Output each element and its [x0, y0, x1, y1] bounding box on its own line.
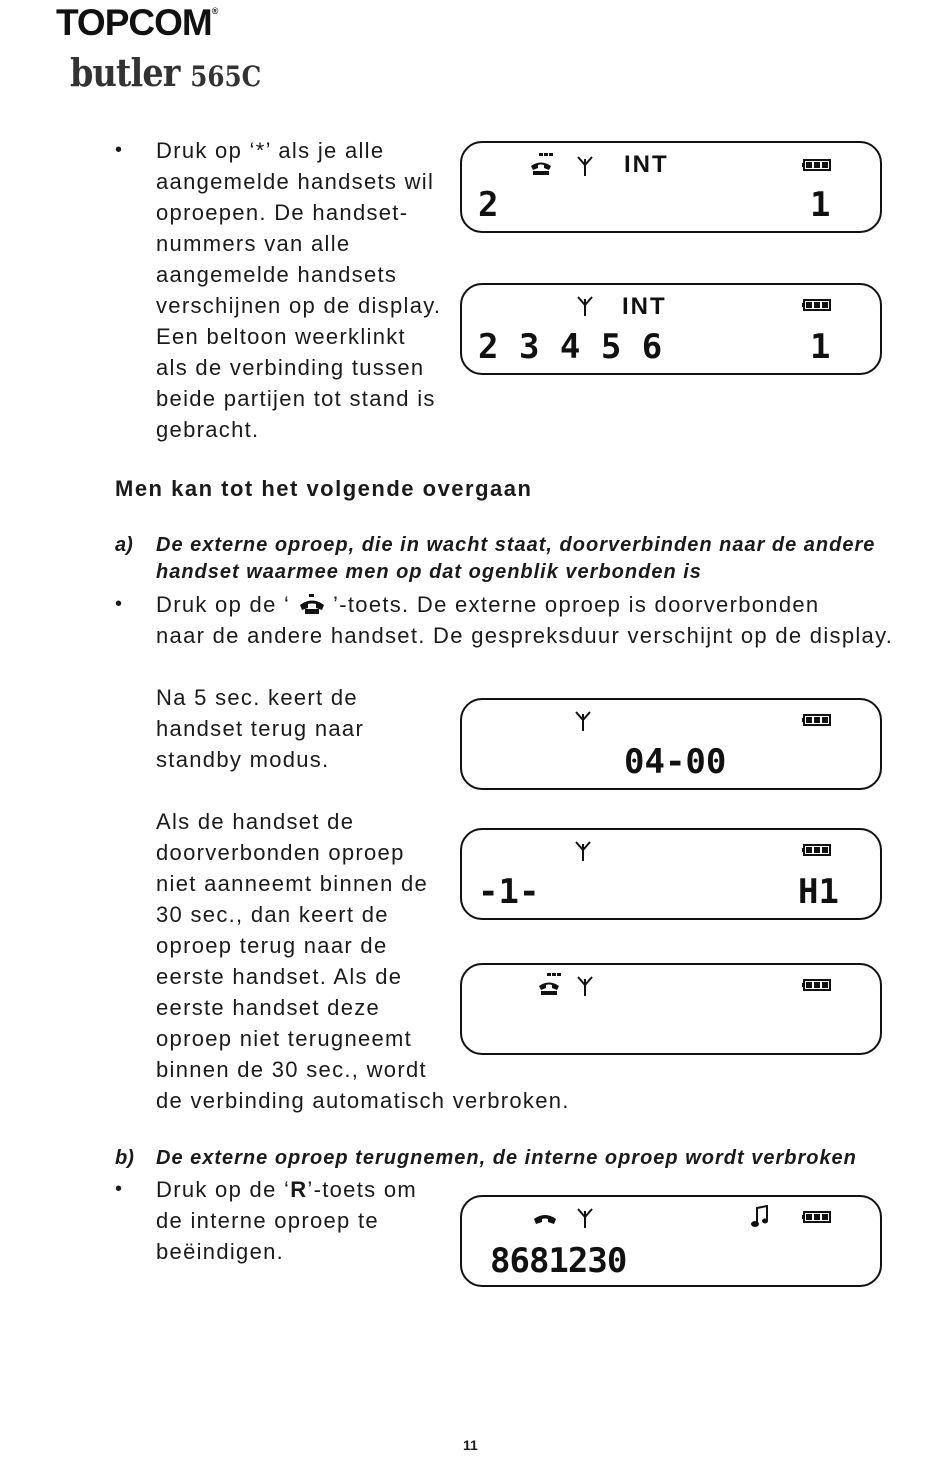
lcd-display-6 [460, 1195, 882, 1287]
lcd-display-3 [460, 698, 882, 790]
music-note-icon [750, 1205, 770, 1229]
lcd-display-2 [460, 283, 882, 375]
antenna-icon [576, 295, 594, 317]
subsection-label-a: a) [115, 534, 133, 556]
battery-icon [802, 299, 832, 311]
antenna-icon [576, 155, 594, 177]
antenna-icon [574, 710, 592, 732]
hold-phone-icon [528, 153, 554, 175]
battery-icon [802, 1211, 832, 1223]
lcd-indicator: INT [622, 293, 667, 320]
sub-b-instruction: Druk op de ‘R’-toets om de interne oproep te beëindigen. [156, 1177, 418, 1264]
r-key: R [290, 1177, 308, 1202]
battery-icon [802, 714, 832, 726]
bullet: • [115, 139, 124, 161]
subsection-title-a: De externe oproep, die in wacht staat, doorverbinden naar de andere handset waarmee men op dat ogenblik verbonden is [156, 534, 876, 583]
brand-logo: TOPCOM® [56, 2, 218, 43]
sub-a-paragraph-1: Na 5 sec. keert de handset terug naar standby modus. [156, 685, 365, 772]
subsection-label-b: b) [115, 1147, 134, 1169]
bullet: • [115, 593, 124, 615]
phone-icon [532, 1209, 558, 1231]
lcd-display-4 [460, 828, 882, 920]
lcd-display-5 [460, 963, 882, 1055]
hold-phone-icon [536, 973, 562, 995]
subsection-title-b: De externe oproep terugnemen, de interne oproep wordt verbroken [156, 1147, 857, 1169]
lcd-right-digits: 1 [810, 327, 833, 367]
battery-icon [802, 979, 832, 991]
lcd-left-digits: 2 [478, 185, 501, 225]
antenna-icon [576, 975, 594, 997]
lcd-right-digits: 1 [810, 185, 833, 225]
antenna-icon [576, 1207, 594, 1229]
antenna-icon [574, 840, 592, 862]
section1-text: Druk op ‘*’ als je alle aangemelde handsets wil oproepen. De handset- nummers van alle aangemelde handsets verschijnen op de display. Een beltoon weerklinkt als de verbinding tussen beide partijen tot stand is gebracht. [156, 138, 442, 442]
lcd-phone-number: 8681230 [490, 1241, 627, 1281]
sub-a-paragraph-2: Als de handset de doorverbonden oproep niet aanneemt binnen de 30 sec., dan keert de oproep terug naar de eerste handset. Als de eerste handset deze oproep niet terugneemt binnen de 30 sec., wordt de verbinding automatisch verbroken. [156, 809, 570, 1113]
registered-mark: ® [211, 6, 218, 16]
phone-key-icon [298, 594, 326, 614]
sub-a-instruction: Druk op de ‘ ’-toets. De externe oproep is doorverbonden naar de andere handset. De gespreksduur verschijnt op de display. [156, 592, 894, 648]
lcd-left-digits: -1- [478, 872, 540, 912]
page-number: 11 [463, 1437, 478, 1453]
model-logo: butler 565C [70, 50, 262, 95]
lcd-display-1 [460, 141, 882, 233]
lcd-indicator: INT [624, 151, 669, 178]
lcd-right-digits: H1 [798, 872, 839, 912]
lcd-left-digits: 2 3 4 5 6 [478, 327, 663, 367]
bullet: • [115, 1178, 124, 1200]
battery-icon [802, 844, 832, 856]
battery-icon [802, 159, 832, 171]
lcd-call-duration: 04-00 [624, 742, 727, 782]
section-heading: Men kan tot het volgende overgaan [115, 476, 533, 501]
